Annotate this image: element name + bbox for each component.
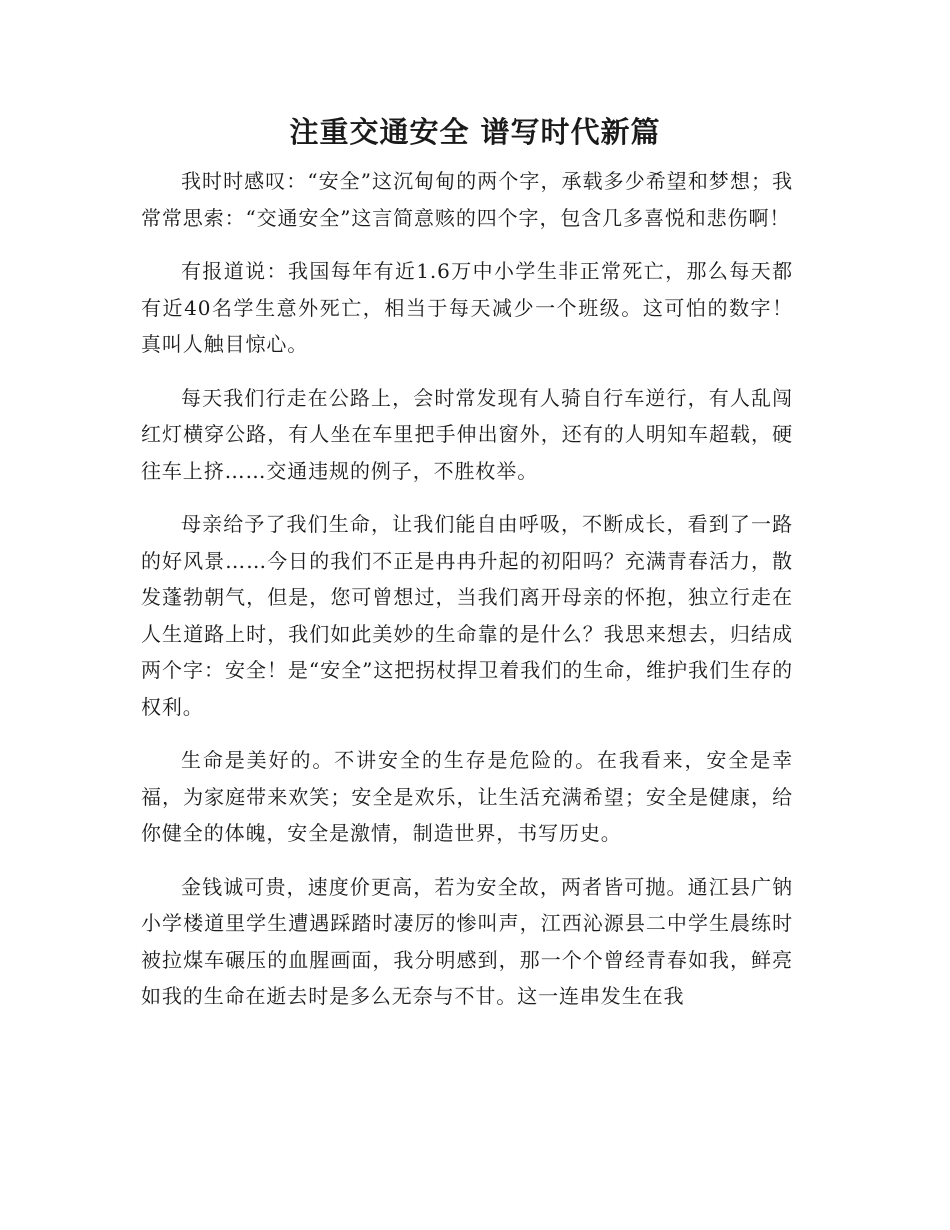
document-title: 注重交通安全 谱写时代新篇 [289,115,661,149]
paragraph-3: 每天我们行走在公路上，会时常发现有人骑自行车逆行，有人乱闯红灯横穿公路，有人坐在车里把手伸出窗外，还有的人明知车超载，硬往车上挤……交通违规的例子，不胜枚举。 [141,385,793,483]
paragraph-5: 生命是美好的。不讲安全的生存是危险的。在我看来，安全是幸福，为家庭带来欢笑；安全是欢乐，让生活充满希望；安全是健康，给你健全的体魄，安全是激情，制造世界，书写历史。 [141,748,793,845]
paragraph-2: 有报道说：我国每年有近1.6万中小学生非正常死亡，那么每天都有近40名学生意外死亡，相当于每天减少一个班级。这可怕的数字！真叫人触目惊心。 [141,259,793,356]
paragraph-1: 我时时感叹：“安全”这沉甸甸的两个字，承载多少希望和梦想；我常常思索：“交通安全”这言简意赅的四个字，包含几多喜悦和悲伤啊！ [141,169,793,230]
paragraph-6: 金钱诚可贵，速度价更高，若为安全故，两者皆可抛。通江县广钠小学楼道里学生遭遇踩踏时凄厉的惨叫声，江西沁源县二中学生晨练时被拉煤车碾压的血腥画面，我分明感到，那一个个曾经青春如我，鲜亮如我的生命在逝去时是多么无奈与不甘。这一连串发生在我 [141,874,793,1008]
document-body [141,163,793,1032]
paragraph-4: 母亲给予了我们生命，让我们能自由呼吸，不断成长，看到了一路的好风景……今日的我们不正是冉冉升起的初阳吗？充满青春活力，散发蓬勃朝气，但是，您可曾想过，当我们离开母亲的怀抱，独立行走在人生道路上时，我们如此美妙的生命靠的是什么？我思来想去，归结成两个字：安全！是“安全”这把拐杖捍卫着我们的生命，维护我们生存的权利。 [141,512,793,719]
